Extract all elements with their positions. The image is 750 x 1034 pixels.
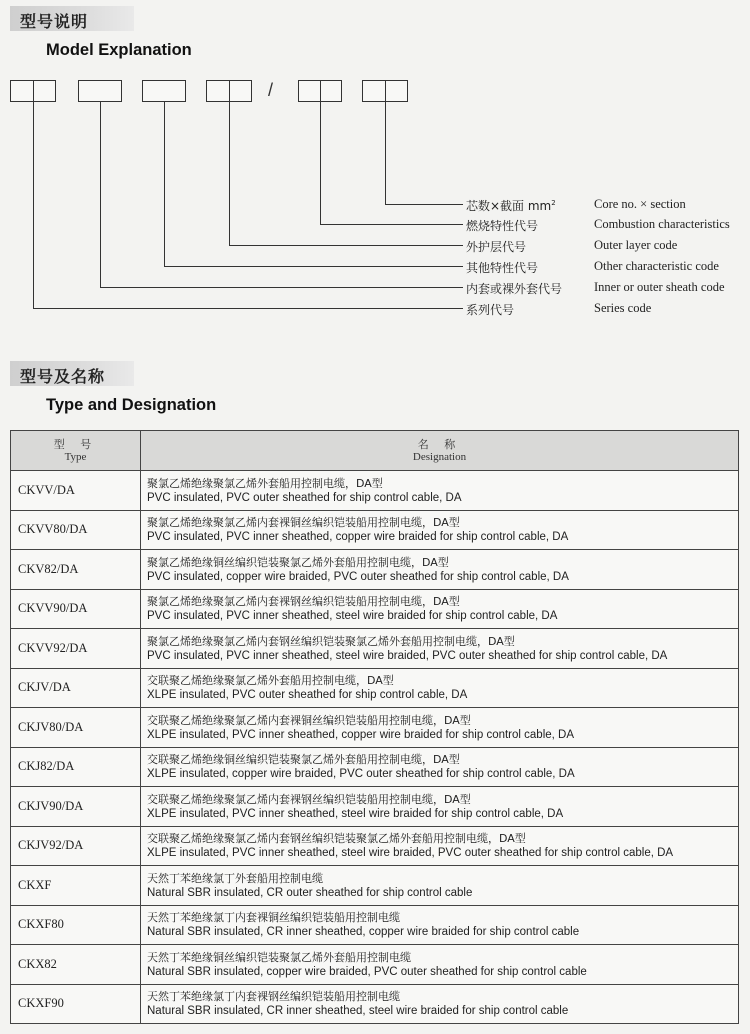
code-box-series xyxy=(10,80,56,102)
type-code: CKJV92/DA xyxy=(11,826,141,866)
designation-cell xyxy=(141,471,739,511)
designation-en: PVC insulated, PVC inner sheathed, steel wire braided, PVC outer sheathed for ship control cable, DA xyxy=(147,649,668,662)
table-row xyxy=(11,471,739,511)
connector-core-v xyxy=(385,102,386,204)
item-outer-en: Outer layer code xyxy=(594,238,678,252)
type-code: CKJV90/DA xyxy=(11,787,141,827)
designation-cn: 聚氯乙烯绝缘铜丝编织铠装聚氯乙烯外套船用控制电缆，DA型 xyxy=(147,555,449,569)
designation-cell xyxy=(141,984,739,1024)
table-row xyxy=(11,550,739,590)
designation-cell xyxy=(141,629,739,669)
designation-en: Natural SBR insulated, CR inner sheathed, steel wire braided for ship control cable xyxy=(147,1005,569,1018)
code-slash: / xyxy=(268,80,274,100)
connector-outer-h xyxy=(229,245,463,246)
designation-en: PVC insulated, PVC inner sheathed, steel wire braided for ship control cable, DA xyxy=(147,610,558,623)
type-code: CKJ82/DA xyxy=(11,747,141,787)
header-type: 型 号 Type xyxy=(11,431,141,471)
designation-en: Natural SBR insulated, copper wire braided, PVC outer sheathed for ship control cable xyxy=(147,965,587,978)
designation-en: PVC insulated, PVC outer sheathed for ship control cable, DA xyxy=(147,491,462,504)
code-box-outer xyxy=(206,80,252,102)
table-row xyxy=(11,905,739,945)
type-code: CKVV90/DA xyxy=(11,589,141,629)
item-other-en: Other characteristic code xyxy=(594,259,719,273)
designation-en: PVC insulated, PVC inner sheathed, copper wire braided for ship control cable, DA xyxy=(147,531,569,544)
code-box-combustion xyxy=(298,80,342,102)
designation-cn: 交联聚乙烯绝缘聚氯乙烯内套裸钢丝编织铠装船用控制电缆，DA型 xyxy=(147,792,471,806)
code-box-sheath xyxy=(78,80,122,102)
table-row xyxy=(11,866,739,906)
type-code: CKVV/DA xyxy=(11,471,141,511)
item-outer-cn: 外护层代号 xyxy=(466,240,527,254)
connector-other-v xyxy=(164,102,165,266)
item-core-en: Core no. × section xyxy=(594,197,686,211)
item-other-cn: 其他特性代号 xyxy=(466,261,539,275)
designation-cn: 天然丁苯绝缘氯丁外套船用控制电缆 xyxy=(147,871,323,885)
designation-cell xyxy=(141,708,739,748)
type-code: CKXF90 xyxy=(11,984,141,1024)
table-row xyxy=(11,668,739,708)
table-row xyxy=(11,984,739,1024)
section-title-type-cn: 型号及名称 xyxy=(20,367,106,386)
type-code: CKVV80/DA xyxy=(11,510,141,550)
item-combustion-en: Combustion characteristics xyxy=(594,217,730,231)
designation-cn: 聚氯乙烯绝缘聚氯乙烯内套钢丝编织铠装聚氯乙烯外套船用控制电缆，DA型 xyxy=(147,634,515,648)
type-code: CKXF xyxy=(11,866,141,906)
table-row xyxy=(11,708,739,748)
table-row xyxy=(11,589,739,629)
designation-cn: 交联聚乙烯绝缘铜丝编织铠装聚氯乙烯外套船用控制电缆，DA型 xyxy=(147,753,460,767)
table-row xyxy=(11,629,739,669)
section-title-type-en: Type and Designation xyxy=(46,396,217,414)
designation-cn: 聚氯乙烯绝缘聚氯乙烯内套裸铜丝编织铠装船用控制电缆，DA型 xyxy=(147,516,460,530)
connector-series-h xyxy=(33,308,463,309)
designation-cn: 聚氯乙烯绝缘聚氯乙烯外套船用控制电缆，DA型 xyxy=(147,476,383,490)
table-row xyxy=(11,787,739,827)
designation-cn: 天然丁苯绝缘氯丁内套裸铜丝编织铠装船用控制电缆 xyxy=(147,911,400,925)
designation-cn: 交联聚乙烯绝缘聚氯乙烯外套船用控制电缆，DA型 xyxy=(147,674,394,688)
type-code: CKJV80/DA xyxy=(11,708,141,748)
item-sheath-en: Inner or outer sheath code xyxy=(594,280,725,294)
designation-cell xyxy=(141,747,739,787)
connector-other-h xyxy=(164,266,463,267)
code-box-other xyxy=(142,80,186,102)
section-title-model-en: Model Explanation xyxy=(46,41,192,59)
designation-en: XLPE insulated, PVC inner sheathed, steel wire braided for ship control cable, DA xyxy=(147,807,564,820)
designation-cn: 天然丁苯绝缘铜丝编织铠装聚氯乙烯外套船用控制电缆 xyxy=(147,950,411,964)
designation-cn: 交联聚乙烯绝缘聚氯乙烯内套裸铜丝编织铠装船用控制电缆，DA型 xyxy=(147,713,471,727)
code-box-core xyxy=(362,80,408,102)
connector-core-h xyxy=(385,204,463,205)
table-row xyxy=(11,945,739,985)
designation-en: XLPE insulated, PVC outer sheathed for ship control cable, DA xyxy=(147,689,468,702)
designation-cell xyxy=(141,589,739,629)
designation-cell xyxy=(141,905,739,945)
designation-cn: 天然丁苯绝缘氯丁内套裸钢丝编织铠装船用控制电缆 xyxy=(147,990,400,1004)
designation-en: Natural SBR insulated, CR inner sheathed, copper wire braided for ship control cable xyxy=(147,926,580,939)
connector-combustion-v xyxy=(320,102,321,224)
designation-en: PVC insulated, copper wire braided, PVC outer sheathed for ship control cable, DA xyxy=(147,570,569,583)
type-code: CKJV/DA xyxy=(11,668,141,708)
header-designation: 名 称 Designation xyxy=(141,431,739,471)
designation-en: Natural SBR insulated, CR outer sheathed for ship control cable xyxy=(147,886,473,899)
designation-en: XLPE insulated, copper wire braided, PVC outer sheathed for ship control cable, DA xyxy=(147,768,575,781)
connector-series-v xyxy=(33,102,34,308)
section-title-model-cn: 型号说明 xyxy=(20,12,89,31)
item-core-cn: 芯数×截面 $mm^2$ xyxy=(466,199,556,213)
connector-sheath-v xyxy=(100,102,101,287)
designation-cell xyxy=(141,826,739,866)
table-row xyxy=(11,510,739,550)
designation-cell xyxy=(141,510,739,550)
table-row xyxy=(11,747,739,787)
item-sheath-cn: 内套或裸外套代号 xyxy=(466,282,563,296)
designation-en: XLPE insulated, PVC inner sheathed, steel wire braided, PVC outer sheathed for ship control cable, DA xyxy=(147,847,674,860)
designation-cell xyxy=(141,866,739,906)
table-header-row xyxy=(11,431,739,471)
type-code: CKX82 xyxy=(11,945,141,985)
designation-cn: 交联聚乙烯绝缘聚氯乙烯内套钢丝编织铠装聚氯乙烯外套船用控制电缆，DA型 xyxy=(147,832,526,846)
designation-en: XLPE insulated, PVC inner sheathed, copper wire braided for ship control cable, DA xyxy=(147,728,575,741)
designation-cell xyxy=(141,787,739,827)
designation-cell xyxy=(141,668,739,708)
designation-cell xyxy=(141,945,739,985)
designation-cn: 聚氯乙烯绝缘聚氯乙烯内套裸钢丝编织铠装船用控制电缆，DA型 xyxy=(147,595,460,609)
connector-combustion-h xyxy=(320,224,463,225)
connector-sheath-h xyxy=(100,287,463,288)
type-code: CKXF80 xyxy=(11,905,141,945)
designation-cell xyxy=(141,550,739,590)
item-combustion-cn: 燃烧特性代号 xyxy=(466,219,539,233)
type-code: CKV82/DA xyxy=(11,550,141,590)
item-series-cn: 系列代号 xyxy=(466,303,515,317)
designation-table xyxy=(10,430,739,1024)
type-code: CKVV92/DA xyxy=(11,629,141,669)
item-series-en: Series code xyxy=(594,301,652,315)
connector-outer-v xyxy=(229,102,230,245)
table-row xyxy=(11,826,739,866)
